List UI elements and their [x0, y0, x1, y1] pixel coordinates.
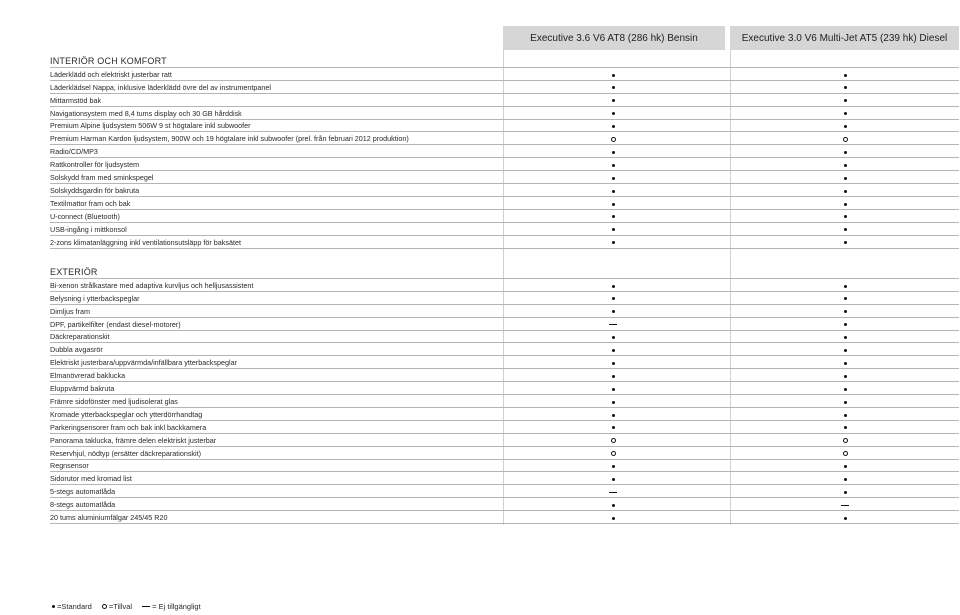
- petrol-availability: [603, 322, 623, 329]
- diesel-availability: [835, 188, 855, 195]
- petrol-availability: [603, 175, 623, 182]
- spec-row: [50, 171, 959, 184]
- spec-row: [50, 318, 959, 331]
- standard-dot-icon: [612, 125, 615, 128]
- spec-label: Däckreparationskit: [50, 332, 110, 342]
- spec-label: Premium Harman Kardon ljudsystem, 900W och 19 högtalare inkl subwoofer (prel. från februari 2012 produktion): [50, 134, 409, 144]
- section-header: [50, 54, 959, 68]
- optional-circle-icon: [611, 438, 616, 443]
- standard-dot-icon: [844, 388, 847, 391]
- diesel-availability: [835, 476, 855, 483]
- diesel-availability: [835, 322, 855, 329]
- spec-label: 20 tums aluminiumfälgar 245/45 R20: [50, 513, 168, 523]
- spec-label: Rattkontroller för ljudsystem: [50, 160, 140, 170]
- standard-dot-icon: [844, 203, 847, 206]
- diesel-availability: [835, 98, 855, 105]
- spec-label: Radio/CD/MP3: [50, 147, 98, 157]
- standard-dot-icon: [612, 414, 615, 417]
- standard-dot-icon: [844, 362, 847, 365]
- spec-label: Parkeringsensorer fram och bak inkl backkamera: [50, 422, 207, 432]
- spec-row: [50, 485, 959, 498]
- spec-row: [50, 236, 959, 249]
- standard-dot-icon: [844, 285, 847, 288]
- petrol-availability: [603, 438, 623, 445]
- column-header-diesel: [730, 26, 959, 50]
- standard-dot-icon: [612, 203, 615, 206]
- standard-dot-icon: [612, 151, 615, 154]
- spec-row: [50, 292, 959, 305]
- standard-dot-icon: [844, 401, 847, 404]
- legend-na: [142, 602, 201, 611]
- standard-dot-icon: [612, 336, 615, 339]
- optional-circle-icon: [102, 604, 107, 609]
- spec-row: [50, 210, 959, 223]
- standard-dot-icon: [844, 190, 847, 193]
- standard-dot-icon: [844, 74, 847, 77]
- section-title: INTERIÖR OCH KOMFORT: [50, 56, 167, 66]
- petrol-availability: [603, 489, 623, 496]
- standard-dot-icon: [844, 86, 847, 89]
- petrol-availability: [603, 463, 623, 470]
- standard-dot-icon: [612, 164, 615, 167]
- diesel-availability: [835, 451, 855, 458]
- standard-dot-icon: [844, 517, 847, 520]
- petrol-availability: [603, 149, 623, 156]
- standard-dot-icon: [844, 349, 847, 352]
- spec-row: [50, 344, 959, 357]
- diesel-availability: [835, 283, 855, 290]
- standard-dot-icon: [612, 362, 615, 365]
- diesel-availability: [835, 334, 855, 341]
- legend-optional: [102, 602, 132, 611]
- spec-label: Belysning i ytterbackspeglar: [50, 293, 140, 303]
- spec-row: [50, 81, 959, 94]
- standard-dot-icon: [844, 336, 847, 339]
- standard-dot-icon: [52, 605, 55, 608]
- diesel-availability: [835, 149, 855, 156]
- spec-label: DPF, partikelfilter (endast diesel-motorer): [50, 319, 181, 329]
- standard-dot-icon: [844, 241, 847, 244]
- spec-row: [50, 434, 959, 447]
- standard-dot-icon: [844, 112, 847, 115]
- spec-row: [50, 68, 959, 81]
- spec-row: [50, 511, 959, 524]
- legend: [52, 602, 201, 611]
- spec-row: [50, 133, 959, 146]
- diesel-availability: [835, 438, 855, 445]
- diesel-availability: [835, 227, 855, 234]
- standard-dot-icon: [844, 125, 847, 128]
- standard-dot-icon: [612, 99, 615, 102]
- spec-row: [50, 94, 959, 107]
- spec-row: [50, 498, 959, 511]
- spec-label: U-connect (Bluetooth): [50, 211, 120, 221]
- spec-row: [50, 395, 959, 408]
- petrol-availability: [603, 227, 623, 234]
- diesel-availability: [835, 502, 855, 509]
- petrol-availability: [603, 111, 623, 118]
- petrol-availability: [603, 283, 623, 290]
- not-available-dash-icon: [609, 324, 617, 325]
- standard-dot-icon: [612, 86, 615, 89]
- spec-row: [50, 145, 959, 158]
- diesel-availability: [835, 72, 855, 79]
- standard-dot-icon: [612, 388, 615, 391]
- standard-dot-icon: [612, 375, 615, 378]
- standard-dot-icon: [612, 517, 615, 520]
- diesel-availability: [835, 360, 855, 367]
- spec-row: [50, 279, 959, 292]
- spec-row: [50, 107, 959, 120]
- spec-label: Premium Alpine ljudsystem 506W 9 st högtalare inkl subwoofer: [50, 121, 251, 131]
- spec-row: [50, 447, 959, 460]
- petrol-availability: [603, 412, 623, 419]
- spec-label: Främre sidofönster med ljudisolerat glas: [50, 396, 178, 406]
- standard-dot-icon: [612, 177, 615, 180]
- column-header-diesel-label: Executive 3.0 V6 Multi-Jet AT5 (239 hk) Diesel: [741, 32, 948, 44]
- spec-row: [50, 120, 959, 133]
- spec-label: 5-stegs automatlåda: [50, 487, 116, 497]
- standard-dot-icon: [844, 215, 847, 218]
- spec-label: 2-zons klimatanläggning inkl ventilationsutsläpp för baksätet: [50, 237, 241, 247]
- spec-row: [50, 197, 959, 210]
- petrol-availability: [603, 399, 623, 406]
- diesel-availability: [835, 373, 855, 380]
- diesel-availability: [835, 412, 855, 419]
- legend-na-label: = Ej tillgängligt: [152, 602, 201, 611]
- optional-circle-icon: [843, 137, 848, 142]
- column-header-petrol: [503, 26, 725, 50]
- diesel-availability: [835, 386, 855, 393]
- standard-dot-icon: [612, 401, 615, 404]
- petrol-availability: [603, 373, 623, 380]
- petrol-availability: [603, 296, 623, 303]
- diesel-availability: [835, 489, 855, 496]
- spec-label: Läderklädsel Nappa, inklusive läderklädd övre del av instrumentpanel: [50, 82, 271, 92]
- petrol-availability: [603, 334, 623, 341]
- spec-label: Sidorutor med kromad list: [50, 474, 132, 484]
- petrol-availability: [603, 386, 623, 393]
- standard-dot-icon: [844, 465, 847, 468]
- diesel-availability: [835, 425, 855, 432]
- petrol-availability: [603, 515, 623, 522]
- optional-circle-icon: [843, 451, 848, 456]
- petrol-availability: [603, 188, 623, 195]
- petrol-availability: [603, 72, 623, 79]
- standard-dot-icon: [844, 99, 847, 102]
- diesel-availability: [835, 399, 855, 406]
- spec-label: Textilmattor fram och bak: [50, 198, 131, 208]
- petrol-availability: [603, 214, 623, 221]
- spec-label: Dubbla avgasrör: [50, 345, 103, 355]
- standard-dot-icon: [612, 426, 615, 429]
- spec-row: [50, 158, 959, 171]
- diesel-availability: [835, 296, 855, 303]
- spec-label: Solskydd fram med sminkspegel: [50, 173, 154, 183]
- diesel-availability: [835, 175, 855, 182]
- spec-row: [50, 305, 959, 318]
- petrol-availability: [603, 98, 623, 105]
- standard-dot-icon: [844, 310, 847, 313]
- spec-label: Eluppvärmd bakruta: [50, 384, 115, 394]
- diesel-availability: [835, 111, 855, 118]
- standard-dot-icon: [612, 74, 615, 77]
- diesel-availability: [835, 309, 855, 316]
- diesel-availability: [835, 463, 855, 470]
- standard-dot-icon: [612, 310, 615, 313]
- diesel-availability: [835, 201, 855, 208]
- diesel-availability: [835, 347, 855, 354]
- standard-dot-icon: [612, 465, 615, 468]
- spec-label: 8-stegs automatlåda: [50, 500, 116, 510]
- petrol-availability: [603, 425, 623, 432]
- standard-dot-icon: [844, 151, 847, 154]
- standard-dot-icon: [612, 478, 615, 481]
- spec-label: Elmanövrerad baklucka: [50, 371, 126, 381]
- petrol-availability: [603, 476, 623, 483]
- spec-label: Kromade ytterbackspeglar och ytterdörrhandtag: [50, 409, 203, 419]
- diesel-availability: [835, 123, 855, 130]
- optional-circle-icon: [843, 438, 848, 443]
- spec-row: [50, 421, 959, 434]
- standard-dot-icon: [844, 414, 847, 417]
- standard-dot-icon: [612, 190, 615, 193]
- column-header-petrol-label: Executive 3.6 V6 AT8 (286 hk) Bensin: [530, 32, 698, 44]
- standard-dot-icon: [612, 215, 615, 218]
- diesel-availability: [835, 240, 855, 247]
- section-header: [50, 265, 959, 279]
- standard-dot-icon: [612, 504, 615, 507]
- legend-optional-label: =Tillval: [108, 602, 133, 611]
- standard-dot-icon: [612, 349, 615, 352]
- not-available-dash-icon: [609, 492, 617, 493]
- standard-dot-icon: [612, 228, 615, 231]
- petrol-availability: [603, 502, 623, 509]
- spec-label: Läderklädd och elektriskt justerbar ratt: [50, 69, 172, 79]
- spec-row: [50, 356, 959, 369]
- diesel-availability: [835, 515, 855, 522]
- spec-row: [50, 382, 959, 395]
- spec-row: [50, 460, 959, 473]
- spec-row: [50, 473, 959, 486]
- spec-label: Bi-xenon strålkastare med adaptiva kurvljus och helljusassistent: [50, 280, 254, 290]
- spec-row: [50, 408, 959, 421]
- standard-dot-icon: [844, 164, 847, 167]
- petrol-availability: [603, 240, 623, 247]
- petrol-availability: [603, 309, 623, 316]
- standard-dot-icon: [844, 297, 847, 300]
- spec-row: [50, 184, 959, 197]
- standard-dot-icon: [844, 478, 847, 481]
- optional-circle-icon: [611, 451, 616, 456]
- spec-label: Dimljus fram: [50, 306, 90, 316]
- spec-label: USB-ingång i mittkonsol: [50, 224, 127, 234]
- standard-dot-icon: [844, 426, 847, 429]
- petrol-availability: [603, 123, 623, 130]
- standard-dot-icon: [612, 241, 615, 244]
- standard-dot-icon: [844, 177, 847, 180]
- standard-dot-icon: [612, 297, 615, 300]
- legend-standard-label: =Standard: [57, 602, 92, 611]
- petrol-availability: [603, 201, 623, 208]
- standard-dot-icon: [844, 375, 847, 378]
- petrol-availability: [603, 162, 623, 169]
- diesel-availability: [835, 136, 855, 143]
- petrol-availability: [603, 360, 623, 367]
- standard-dot-icon: [612, 112, 615, 115]
- not-available-dash-icon: [841, 505, 849, 506]
- spec-row: [50, 369, 959, 382]
- section-title: EXTERIÖR: [50, 267, 98, 277]
- standard-dot-icon: [612, 285, 615, 288]
- diesel-availability: [835, 214, 855, 221]
- standard-dot-icon: [844, 491, 847, 494]
- petrol-availability: [603, 451, 623, 458]
- diesel-availability: [835, 85, 855, 92]
- spec-label: Solskyddsgardin för bakruta: [50, 185, 140, 195]
- spec-row: [50, 223, 959, 236]
- spec-label: Elektriskt justerbara/uppvärmda/infällbara ytterbackspeglar: [50, 358, 237, 368]
- spec-label: Navigationsystem med 8,4 tums display och 30 GB hårddisk: [50, 108, 242, 118]
- spec-label: Panorama taklucka, främre delen elektriskt justerbar: [50, 435, 217, 445]
- petrol-availability: [603, 85, 623, 92]
- petrol-availability: [603, 136, 623, 143]
- not-available-dash-icon: [142, 606, 150, 607]
- spec-label: Reservhjul, nödtyp (ersätter däckreparationskit): [50, 448, 202, 458]
- standard-dot-icon: [844, 323, 847, 326]
- standard-dot-icon: [844, 228, 847, 231]
- optional-circle-icon: [611, 137, 616, 142]
- spec-label: Mittarmstöd bak: [50, 95, 102, 105]
- spec-row: [50, 331, 959, 344]
- legend-standard: [52, 602, 92, 611]
- diesel-availability: [835, 162, 855, 169]
- petrol-availability: [603, 347, 623, 354]
- spec-label: Regnsensor: [50, 461, 89, 471]
